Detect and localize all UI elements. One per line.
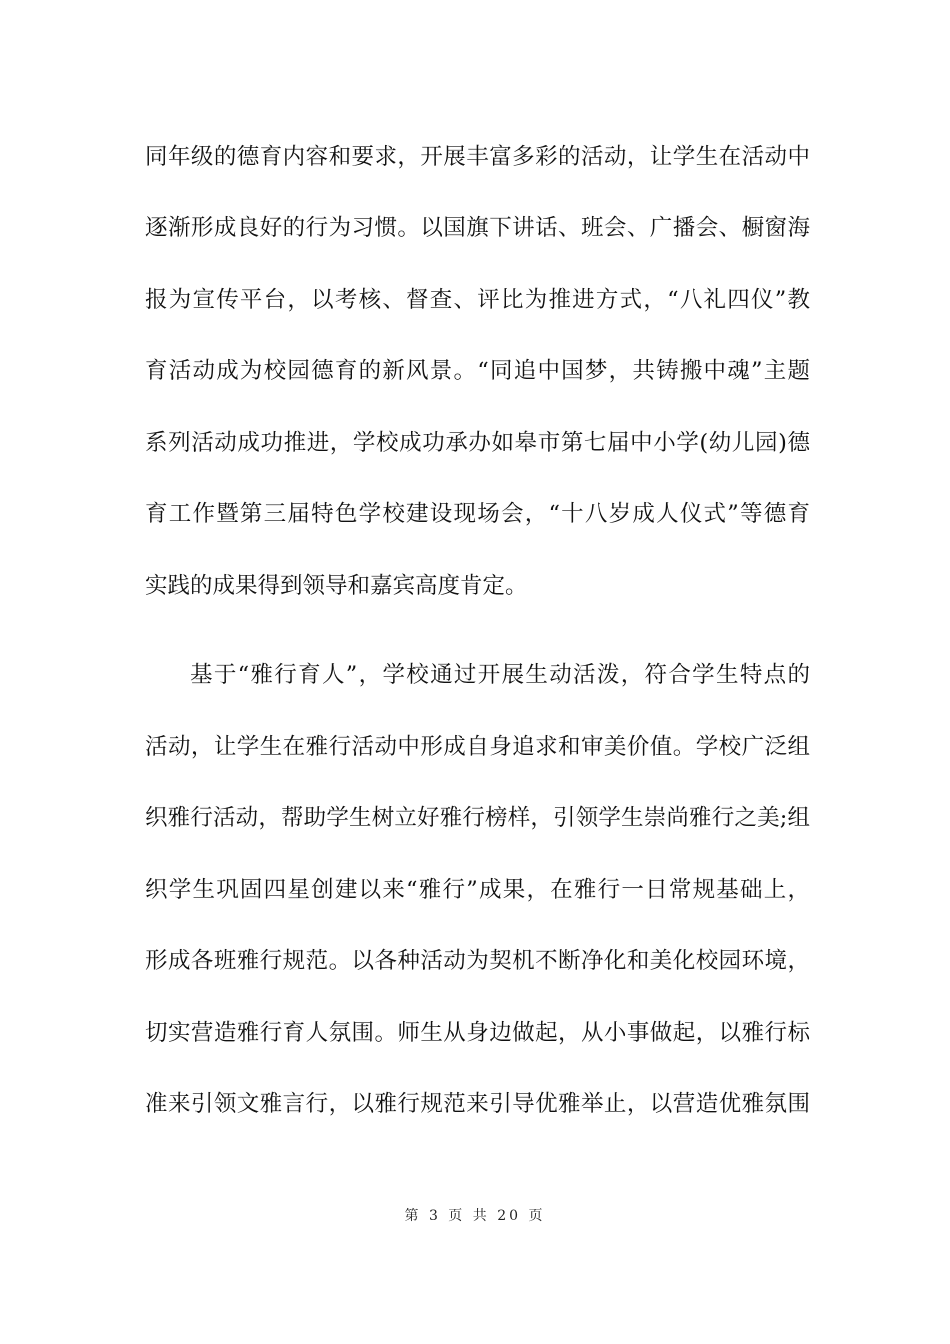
- paragraph-2-line-4: 织学生巩固四星创建以来“雅行”成果，在雅行一日常规基础上，: [145, 877, 810, 903]
- paragraph-1-line-3: 报为宣传平台，以考核、督查、评比为推进方式，“八礼四仪”教: [145, 287, 810, 313]
- paragraph-2-line-2: 活动，让学生在雅行活动中形成自身追求和审美价值。学校广泛组: [145, 734, 810, 760]
- paragraph-2-line-5: 形成各班雅行规范。以各种活动为契机不断净化和美化校园环境，: [145, 948, 810, 974]
- paragraph-2-line-3: 织雅行活动，帮助学生树立好雅行榜样，引领学生崇尚雅行之美;组: [145, 805, 810, 831]
- paragraph-1-line-7: 实践的成果得到领导和嘉宾高度肯定。: [145, 573, 528, 599]
- paragraph-1-line-2: 逐渐形成良好的行为习惯。以国旗下讲话、班会、广播会、橱窗海: [145, 215, 810, 241]
- paragraph-1-line-1: 同年级的德育内容和要求，开展丰富多彩的活动，让学生在活动中: [145, 144, 810, 170]
- paragraph-1-line-5: 系列活动成功推进，学校成功承办如皋市第七届中小学(幼儿园)德: [145, 430, 810, 456]
- paragraph-1-line-6: 育工作暨第三届特色学校建设现场会，“十八岁成人仪式”等德育: [145, 501, 810, 527]
- paragraph-1-line-4: 育活动成为校园德育的新风景。“同追中国梦，共铸搬中魂”主题: [145, 358, 810, 384]
- paragraph-2-line-6: 切实营造雅行育人氛围。师生从身边做起，从小事做起，以雅行标: [145, 1020, 810, 1046]
- paragraph-2-line-1: 基于“雅行育人”，学校通过开展生动活泼，符合学生特点的: [190, 662, 810, 688]
- page-footer: 第 3 页 共 20 页: [404, 1208, 546, 1224]
- paragraph-2-line-7: 准来引领文雅言行，以雅行规范来引导优雅举止，以营造优雅氛围: [145, 1091, 810, 1117]
